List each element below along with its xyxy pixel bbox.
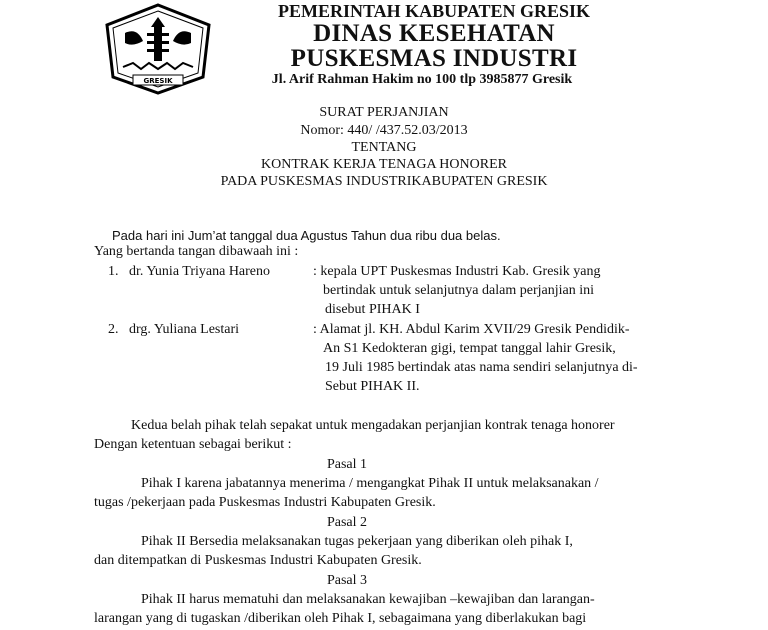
party-2-desc-1: : Alamat jl. KH. Abdul Karim XVII/29 Gresik Pendidik- [313,322,630,337]
letterhead-institution: PUSKESMAS INDUSTRI [290,45,578,72]
article-2-line-1: Pihak II Bersedia melaksanakan tugas pekerjaan yang diberikan oleh pihak I, [141,534,573,549]
article-2-heading: Pasal 2 [326,515,368,530]
party-2-name: drg. Yuliana Lestari [129,322,240,337]
article-1-line-1: Pihak I karena jabatannya menerima / mengangkat Pihak II untuk melaksanakan / [141,476,599,491]
letter-subject-1: KONTRAK KERJA TENAGA HONORER [261,157,507,172]
article-3-line-1: Pihak II harus mematuhi dan melaksanakan kewajiban –kewajiban dan larangan- [141,592,595,607]
party-2-number: 2. [108,322,119,337]
letter-title: SURAT PERJANJIAN [319,105,449,120]
letterhead-government: PEMERINTAH KABUPATEN GRESIK [277,1,591,21]
agreement-line-2: Dengan ketentuan sebagai berikut : [94,437,292,452]
signatories-heading: Yang bertanda tangan dibawaah ini : [94,244,299,259]
party-1-desc-3: disebut PIHAK I [325,302,420,317]
intro-paragraph: Pada hari ini Jum’at tanggal dua Agustus Tahun dua ribu dua belas. [112,228,501,243]
gresik-emblem-logo [103,3,213,95]
party-2-desc-4: Sebut PIHAK II. [325,379,420,394]
agreement-line-1: Kedua belah pihak telah sepakat untuk mengadakan perjanjian kontrak tenaga honorer [131,418,615,433]
letterhead-address: Jl. Arif Rahman Hakim no 100 tlp 3985877 Gresik [271,72,573,87]
letter-number: Nomor: 440/ /437.52.03/2013 [300,123,468,138]
article-3-line-2: larangan yang di tugaskan /diberikan oleh Pihak I, sebagaimana yang diberlakukan bagi [94,611,587,626]
article-3-heading: Pasal 3 [326,573,368,588]
party-1-desc-1: : kepala UPT Puskesmas Industri Kab. Gresik yang [313,264,601,279]
article-1-line-2: tugas /pekerjaan pada Puskesmas Industri Kabupaten Gresik. [94,495,436,510]
party-2-desc-2: An S1 Kedokteran gigi, tempat tanggal lahir Gresik, [323,341,616,356]
article-2-line-2: dan ditempatkan di Puskesmas Industri Kabupaten Gresik. [94,553,422,568]
party-2-desc-3: 19 Juli 1985 bertindak atas nama sendiri selanjutnya di- [325,360,638,375]
letter-subject-2: PADA PUSKESMAS INDUSTRIKABUPATEN GRESIK [220,174,548,189]
party-1-number: 1. [108,264,119,279]
letterhead-department: DINAS KESEHATAN [313,20,555,47]
article-1-heading: Pasal 1 [326,457,368,472]
svg-text:GRESIK: GRESIK [143,77,173,85]
letter-about: TENTANG [351,140,417,155]
party-1-desc-2: bertindak untuk selanjutnya dalam perjanjian ini [323,283,594,298]
party-1-name: dr. Yunia Triyana Hareno [129,264,271,279]
